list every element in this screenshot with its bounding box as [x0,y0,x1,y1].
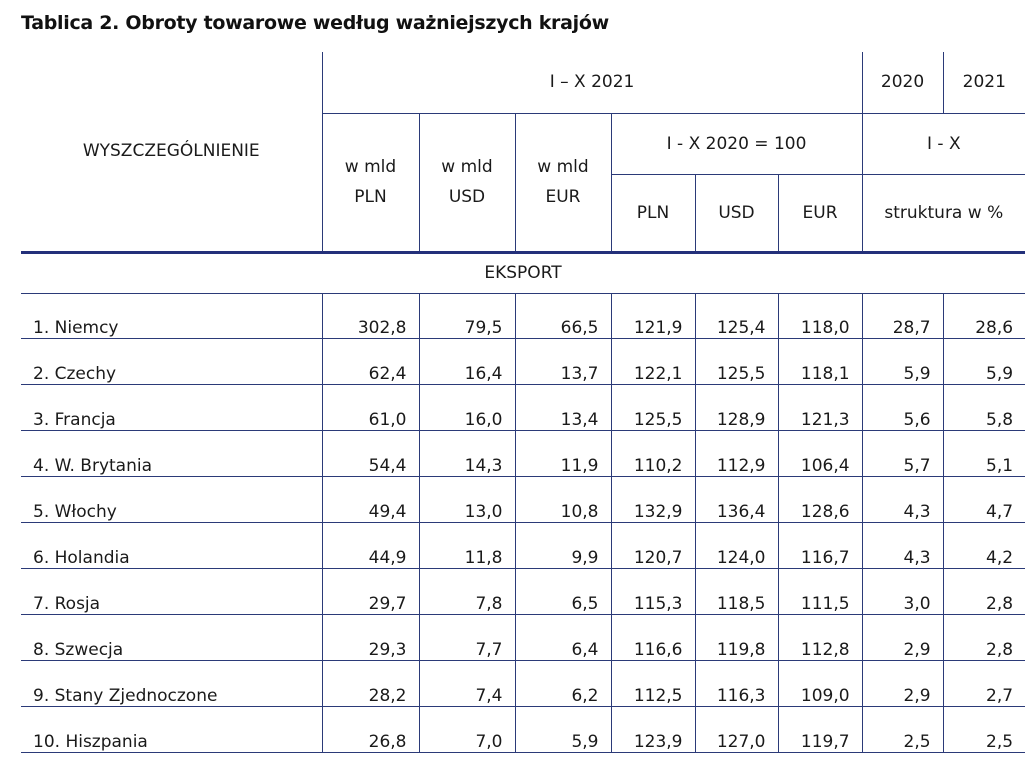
index-eur: 109,0 [778,660,862,706]
column-header-item: WYSZCZEGÓLNIENIE [21,52,322,252]
index-pln: 121,9 [611,293,695,338]
value-usd: 16,4 [419,338,515,384]
index-usd: 125,5 [695,338,778,384]
index-pln: 123,9 [611,706,695,752]
value-pln: 61,0 [322,384,419,430]
index-eur: 112,8 [778,614,862,660]
value-eur: 9,9 [515,522,611,568]
value-pln: 49,4 [322,476,419,522]
structure-2021: 2,8 [943,568,1025,614]
index-pln: 115,3 [611,568,695,614]
country-name: 4. W. Brytania [21,430,322,476]
index-pln: 110,2 [611,430,695,476]
structure-2021: 5,9 [943,338,1025,384]
value-pln: 29,7 [322,568,419,614]
value-usd: 7,8 [419,568,515,614]
value-eur: 5,9 [515,706,611,752]
value-usd: 7,0 [419,706,515,752]
index-usd: 116,3 [695,660,778,706]
value-pln: 62,4 [322,338,419,384]
structure-2020: 2,9 [862,614,943,660]
index-usd: 124,0 [695,522,778,568]
value-pln: 54,4 [322,430,419,476]
value-eur: 6,4 [515,614,611,660]
structure-2020: 2,5 [862,706,943,752]
table-row [21,660,1025,706]
column-header-index-eur: EUR [778,174,862,252]
value-pln: 26,8 [322,706,419,752]
value-eur: 10,8 [515,476,611,522]
index-usd: 127,0 [695,706,778,752]
table-row [21,293,1025,338]
structure-2020: 3,0 [862,568,943,614]
value-eur: 11,9 [515,430,611,476]
value-eur: 13,4 [515,384,611,430]
value-usd: 14,3 [419,430,515,476]
column-header-value-usd: w mld USD [419,113,515,252]
country-name: 6. Holandia [21,522,322,568]
column-header-year-2020: 2020 [862,52,943,113]
index-eur: 111,5 [778,568,862,614]
value-eur: 6,5 [515,568,611,614]
structure-2021: 5,8 [943,384,1025,430]
structure-2020: 4,3 [862,522,943,568]
value-pln: 44,9 [322,522,419,568]
value-pln: 302,8 [322,293,419,338]
column-header-structure-period: I - X [862,113,1025,174]
structure-2021: 4,2 [943,522,1025,568]
structure-2020: 5,9 [862,338,943,384]
value-usd: 7,7 [419,614,515,660]
index-usd: 125,4 [695,293,778,338]
table-row [21,476,1025,522]
index-usd: 118,5 [695,568,778,614]
country-name: 8. Szwecja [21,614,322,660]
column-header-value-eur: w mld EUR [515,113,611,252]
index-usd: 128,9 [695,384,778,430]
value-usd: 16,0 [419,384,515,430]
structure-2021: 28,6 [943,293,1025,338]
value-pln: 29,3 [322,614,419,660]
country-name: 5. Włochy [21,476,322,522]
table-row [21,430,1025,476]
index-pln: 120,7 [611,522,695,568]
structure-2020: 28,7 [862,293,943,338]
value-pln: 28,2 [322,660,419,706]
value-usd: 7,4 [419,660,515,706]
structure-2020: 5,7 [862,430,943,476]
index-eur: 106,4 [778,430,862,476]
column-header-index-base: I - X 2020 = 100 [611,113,862,174]
value-eur: 66,5 [515,293,611,338]
index-pln: 125,5 [611,384,695,430]
index-eur: 118,0 [778,293,862,338]
table-row [21,384,1025,430]
index-pln: 116,6 [611,614,695,660]
index-usd: 136,4 [695,476,778,522]
country-name: 2. Czechy [21,338,322,384]
value-usd: 11,8 [419,522,515,568]
column-header-structure: struktura w % [862,174,1025,252]
value-usd: 13,0 [419,476,515,522]
table-title: Tablica 2. Obroty towarowe według ważniejszych krajów [21,12,609,34]
structure-2020: 5,6 [862,384,943,430]
index-usd: 119,8 [695,614,778,660]
index-pln: 122,1 [611,338,695,384]
index-eur: 119,7 [778,706,862,752]
index-eur: 121,3 [778,384,862,430]
index-usd: 112,9 [695,430,778,476]
table-row [21,706,1025,752]
country-name: 10. Hiszpania [21,706,322,752]
structure-2021: 2,5 [943,706,1025,752]
structure-2021: 2,7 [943,660,1025,706]
column-header-period-2021: I – X 2021 [322,52,862,113]
structure-2021: 4,7 [943,476,1025,522]
country-name: 1. Niemcy [21,293,322,338]
value-usd: 79,5 [419,293,515,338]
index-pln: 132,9 [611,476,695,522]
country-name: 7. Rosja [21,568,322,614]
table-row [21,568,1025,614]
country-name: 3. Francja [21,384,322,430]
index-pln: 112,5 [611,660,695,706]
index-eur: 128,6 [778,476,862,522]
country-name: 9. Stany Zjednoczone [21,660,322,706]
table-row [21,338,1025,384]
structure-2020: 2,9 [862,660,943,706]
index-eur: 116,7 [778,522,862,568]
structure-2020: 4,3 [862,476,943,522]
index-eur: 118,1 [778,338,862,384]
value-eur: 13,7 [515,338,611,384]
column-header-year-2021: 2021 [943,52,1025,113]
column-header-value-pln: w mld PLN [322,113,419,252]
structure-2021: 5,1 [943,430,1025,476]
trade-table [21,52,1025,753]
table-row [21,522,1025,568]
value-eur: 6,2 [515,660,611,706]
column-header-index-pln: PLN [611,174,695,252]
column-header-index-usd: USD [695,174,778,252]
section-label-export: EKSPORT [21,252,1025,293]
table-row [21,614,1025,660]
structure-2021: 2,8 [943,614,1025,660]
